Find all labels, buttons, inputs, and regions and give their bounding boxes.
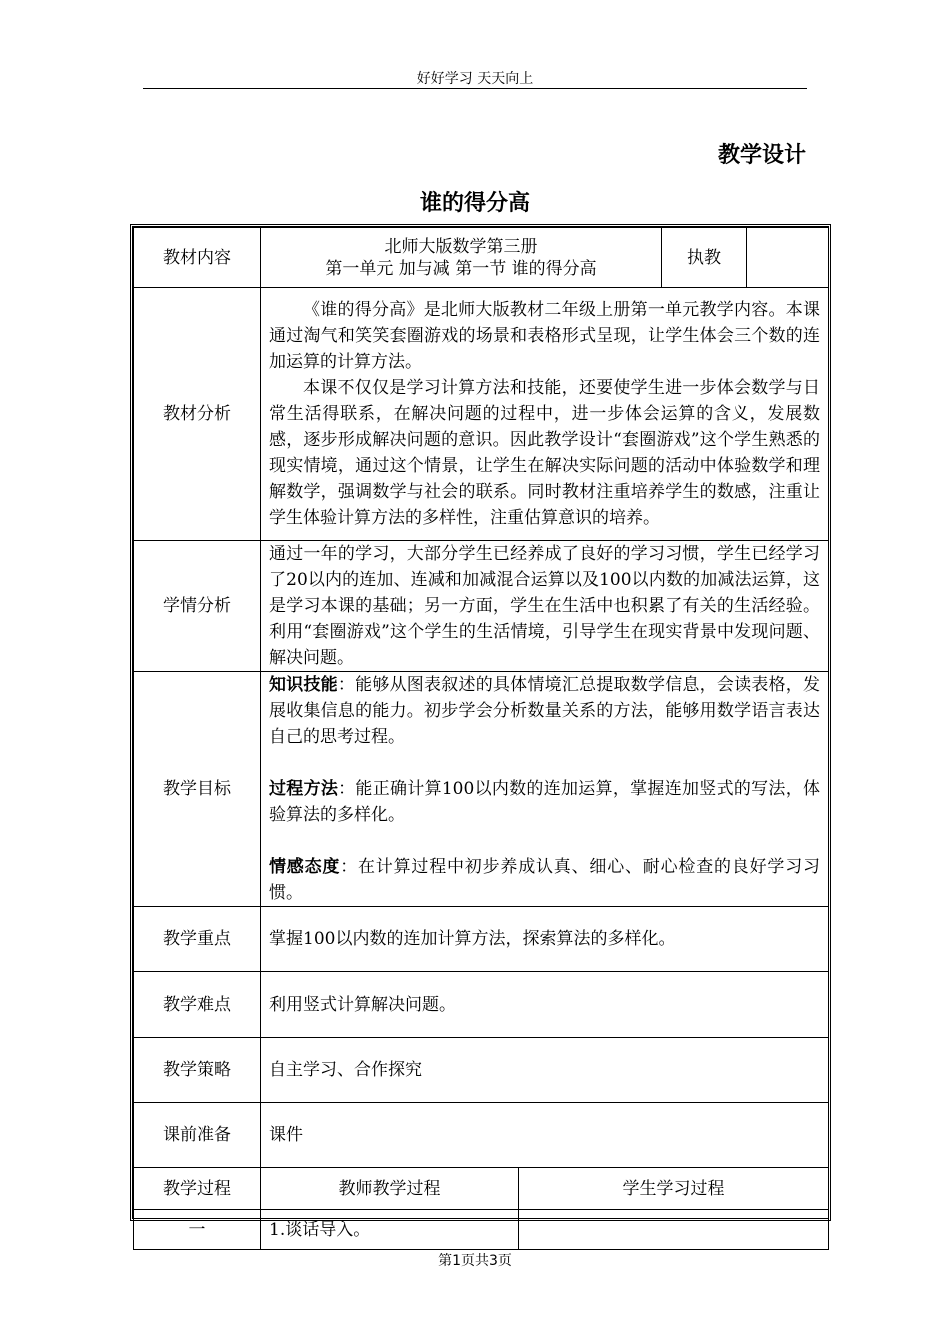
student-process-header: 学生学习过程: [519, 1168, 829, 1210]
strategy-text: 自主学习、合作探究: [261, 1038, 829, 1103]
material-content: [261, 228, 662, 288]
analysis-label: 教材分析: [134, 288, 261, 541]
process-label: 教学过程: [134, 1168, 261, 1210]
process-step-number: 一: [134, 1210, 261, 1250]
header-rule: [143, 88, 807, 89]
learner-label: 学情分析: [134, 541, 261, 672]
table-row: [134, 672, 829, 907]
page-title: 谁的得分高: [419, 191, 530, 216]
goal-process-text: ：能正确计算100以内数的连加运算，掌握连加竖式的写法，体验算法的多样化。: [269, 779, 820, 825]
goal-process-key: 过程方法: [269, 779, 339, 799]
analysis-content: [261, 288, 829, 541]
teacher-process-header: 教师教学过程: [261, 1168, 519, 1210]
analysis-paragraph-2: 本课不仅仅是学习计算方法和技能，还要使学生进一步体会数学与日常生活得联系，在解决问题的过程中，进一步体会运算的含义，发展数感，逐步形成解决问题的意识。因此教学设计“套圈游戏”这个学生熟悉的现实情境，通过这个情景，让学生在解决实际问题的活动中体验数学和理解数学，强调数学与社会的联系。同时教材注重培养学生的数感，注重让学生体验计算方法的多样性，注重估算意识的培养。: [269, 378, 820, 528]
teacher-value: [747, 228, 829, 288]
document-type: 教学设计: [717, 143, 806, 168]
process-step-student: [519, 1210, 829, 1250]
table-row: [134, 1168, 829, 1210]
table-row: [134, 907, 829, 972]
goal-knowledge: [269, 672, 820, 750]
material-label: 教材内容: [134, 228, 261, 288]
difficulty-label: 教学难点: [134, 972, 261, 1038]
table-row: [134, 972, 829, 1038]
learner-text: 通过一年的学习，大部分学生已经养成了良好的学习习惯，学生已经学习了20以内的连加、连减和加减混合运算以及100以内数的加减法运算，这是学习本课的基础；另一方面，学生在生活中也积累了有关的生活经验。利用“套圈游戏”这个学生的生活情境，引导学生在现实背景中发现问题、解决问题。: [269, 544, 820, 668]
key-point-text: 掌握100以内数的连加计算方法，探索算法的多样化。: [261, 907, 829, 972]
strategy-label: 教学策略: [134, 1038, 261, 1103]
goal-knowledge-text: ：能够从图表叙述的具体情境汇总提取数学信息，会读表格，发展收集信息的能力。初步学会分析数量关系的方法，能够用数学语言表达自己的思考过程。: [269, 675, 821, 747]
page-footer: 第1页共3页: [438, 1253, 512, 1269]
table-row: [134, 288, 829, 541]
lesson-plan-frame: [130, 224, 831, 1240]
table-row: [134, 541, 829, 672]
goals-label: 教学目标: [134, 672, 261, 907]
process-step-teacher: 1.谈话导入。: [261, 1210, 519, 1250]
goals-content: [261, 672, 829, 907]
key-point-label: 教学重点: [134, 907, 261, 972]
goal-knowledge-key: 知识技能: [269, 675, 338, 695]
goal-process: [269, 776, 820, 828]
goal-attitude-text: ：在计算过程中初步养成认真、细心、耐心检查的良好学习习惯。: [269, 857, 821, 903]
table-row: [134, 228, 829, 288]
goal-attitude-key: 情感态度: [269, 857, 341, 877]
goal-attitude: [269, 854, 820, 906]
teacher-label: 执教: [662, 228, 747, 288]
material-line-1: 北师大版数学第三册: [384, 236, 538, 257]
table-row: [134, 1038, 829, 1103]
prep-text: 课件: [261, 1103, 829, 1168]
learner-content: [261, 541, 829, 672]
prep-label: 课前准备: [134, 1103, 261, 1168]
analysis-paragraph-1: 《谁的得分高》是北师大版教材二年级上册第一单元教学内容。本课通过淘气和笑笑套圈游戏的场景和表格形式呈现，让学生体会三个数的连加运算的计算方法。: [269, 300, 820, 372]
difficulty-text: 利用竖式计算解决问题。: [261, 972, 829, 1038]
page-header: 好好学习 天天向上: [416, 71, 534, 87]
lesson-plan-table: [133, 227, 829, 1250]
material-line-2: 第一单元 加与减 第一节 谁的得分高: [325, 258, 597, 279]
table-row: [134, 1210, 829, 1250]
table-row: [134, 1103, 829, 1168]
